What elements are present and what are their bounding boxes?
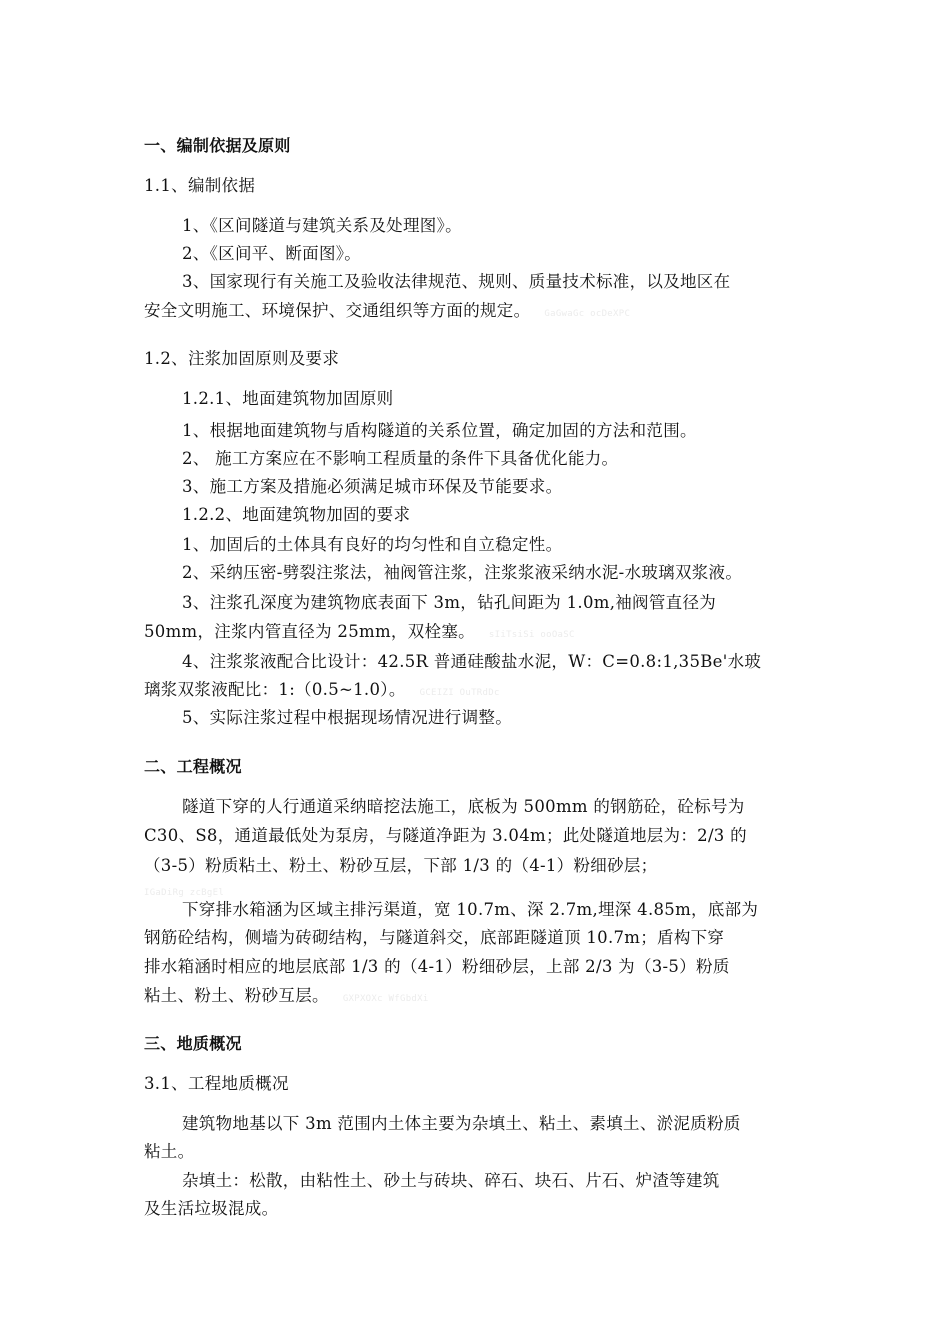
list-item-continuation (144, 680, 814, 703)
paragraph-line: 及生活垃圾混成。 (144, 1199, 279, 1218)
subsection-1-2-heading: 1.2、注浆加固原则及要求 (144, 349, 340, 368)
paragraph-line (144, 986, 814, 1009)
subsection-1-2-2-heading: 1.2.2、地面建筑物加固的要求 (182, 505, 411, 524)
watermark-text: sIiTsiSi ooOaSC (488, 630, 575, 640)
paragraph-line: 排水箱涵时相应的地层底部 1/3 的（4-1）粉细砂层，上部 2/3 为（3-5）粉质 (144, 957, 730, 976)
subsection-3-1-heading: 3.1、工程地质概况 (144, 1074, 289, 1093)
watermark-text: GCEIZI OuTRdDc (419, 688, 500, 698)
line-text: 50mm，注浆内管直径为 25mm，双栓塞。 (144, 622, 475, 641)
list-item: 1、根据地面建筑物与盾构隧道的关系位置，确定加固的方法和范围。 (182, 421, 697, 440)
section-3-heading: 三、地质概况 (144, 1034, 242, 1053)
paragraph-line: （3-5）粉质粘土、粉土、粉砂互层，下部 1/3 的（4-1）粉细砂层； (144, 856, 658, 875)
line-text: 璃浆双浆液配比：1:（0.5~1.0）。 (144, 680, 406, 699)
paragraph-line: C30、S8，通道最低处为泵房，与隧道净距为 3.04m；此处隧道地层为：2/3 的 (144, 826, 747, 845)
list-item: 3、注浆孔深度为建筑物底表面下 3m，钻孔间距为 1.0m,袖阀管直径为 (182, 593, 717, 612)
list-item: 3、国家现行有关施工及验收法律规范、规则、质量技术标准，以及地区在 (182, 272, 731, 291)
paragraph-line: 建筑物地基以下 3m 范围内土体主要为杂填土、粘土、素填土、淤泥质粉质 (182, 1114, 741, 1133)
watermark-text: GXPXOXc WfGbdXi (342, 994, 429, 1004)
list-item: 2、采纳压密-劈裂注浆法，袖阀管注浆，注浆浆液采纳水泥-水玻璃双浆液。 (182, 563, 743, 582)
list-item: 2、 施工方案应在不影响工程质量的条件下具备优化能力。 (182, 449, 619, 468)
paragraph-line: 钢筋砼结构，侧墙为砖砌结构，与隧道斜交，底部距隧道顶 10.7m；盾构下穿 (144, 928, 725, 947)
paragraph-line: 下穿排水箱涵为区域主排污渠道，宽 10.7m、深 2.7m,埋深 4.85m，底部为 (182, 900, 759, 919)
list-item: 1、《区间隧道与建筑关系及处理图》。 (182, 216, 462, 235)
paragraph-line: 杂填土：松散，由粘性土、砂土与砖块、碎石、块石、片石、炉渣等建筑 (182, 1171, 720, 1190)
section-1-heading: 一、编制依据及原则 (144, 136, 291, 155)
paragraph-line: 隧道下穿的人行通道采纳暗挖法施工，底板为 500mm 的钢筋砼，砼标号为 (182, 797, 745, 816)
list-item: 5、实际注浆过程中根据现场情况进行调整。 (182, 708, 512, 727)
line-text: 安全文明施工、环境保护、交通组织等方面的规定。 (144, 301, 531, 320)
watermark-text: IGaDiRg zcBgEl (144, 888, 225, 898)
list-item-continuation (144, 301, 814, 324)
list-item-continuation (144, 622, 814, 645)
subsection-1-2-1-heading: 1.2.1、地面建筑物加固原则 (182, 389, 394, 408)
list-item: 1、加固后的土体具有良好的均匀性和自立稳定性。 (182, 535, 563, 554)
list-item: 2、《区间平、断面图》。 (182, 244, 362, 263)
line-text: 粘土、粉土、粉砂互层。 (144, 986, 329, 1005)
watermark-text: GaGwaGc ocDeXPC (544, 309, 631, 319)
section-2-heading: 二、工程概况 (144, 757, 242, 776)
list-item: 4、注浆浆液配合比设计：42.5R 普通硅酸盐水泥，W：C=0.8:1,35Be'水玻 (182, 652, 762, 671)
subsection-1-1-heading: 1.1、编制依据 (144, 176, 256, 195)
list-item: 3、施工方案及措施必须满足城市环保及节能要求。 (182, 477, 563, 496)
paragraph-line: 粘土。 (144, 1142, 195, 1161)
